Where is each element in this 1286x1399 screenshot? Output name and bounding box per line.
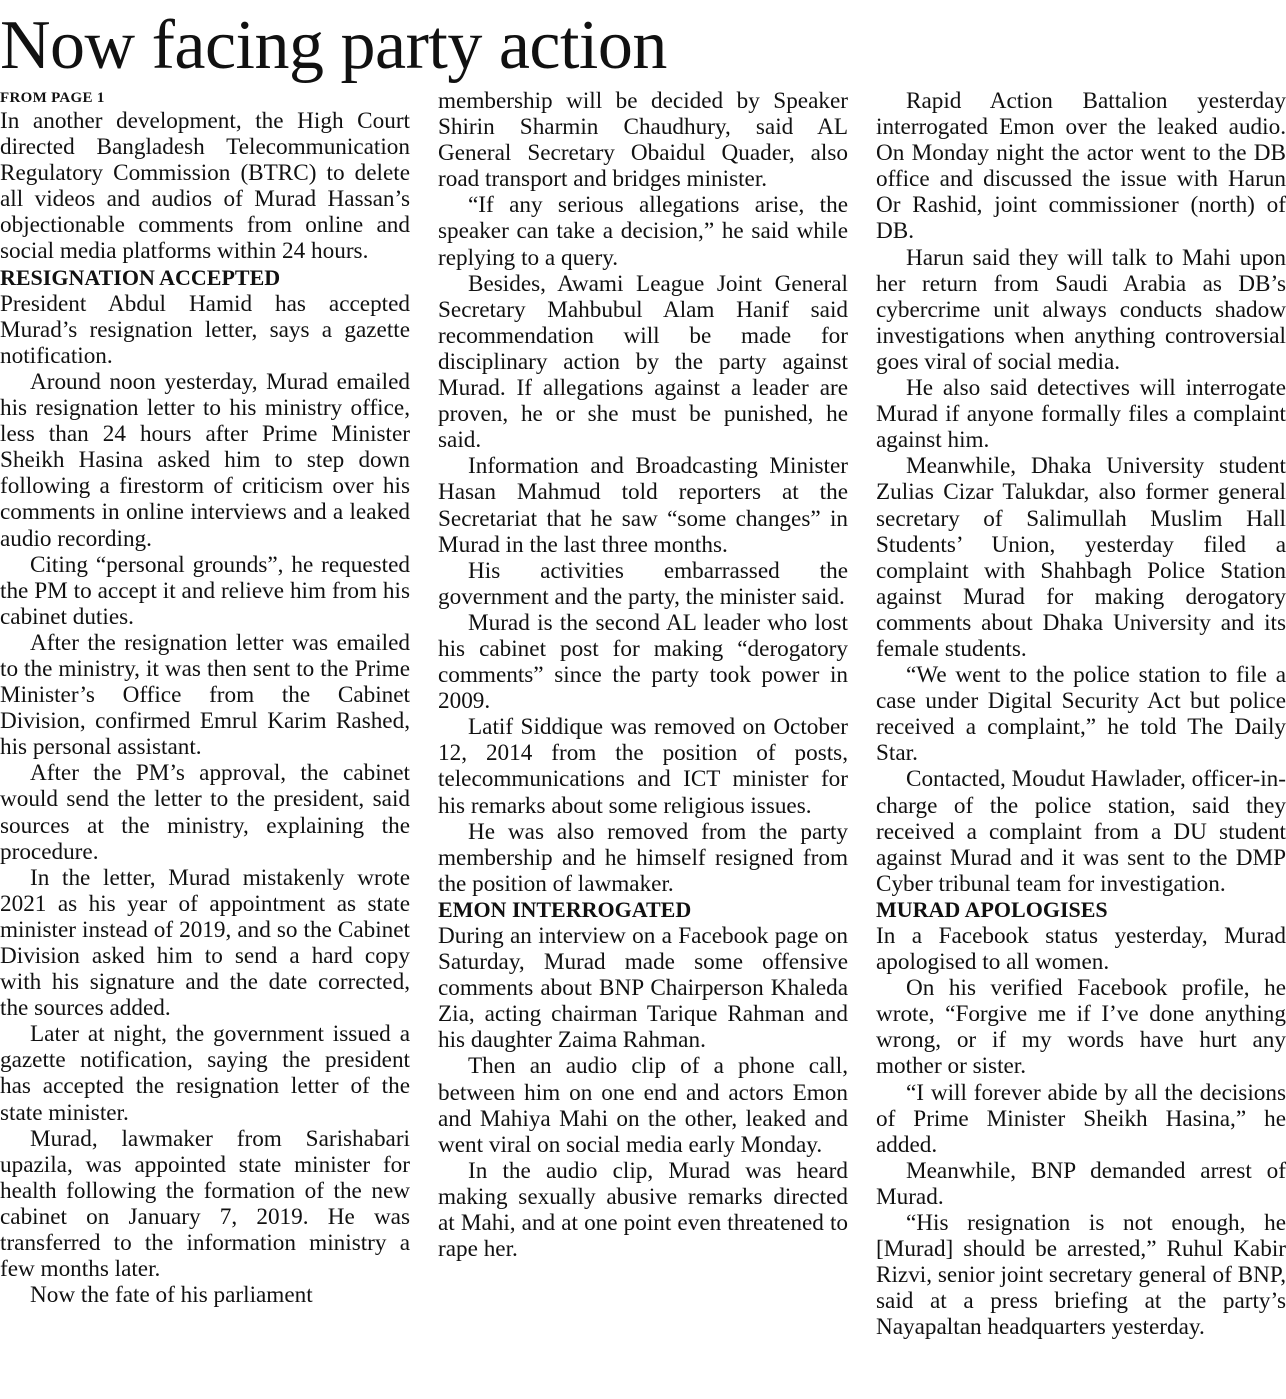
- article-column-3: [876, 88, 1286, 1341]
- paragraph: Later at night, the government issued a gazette notification, saying the president has accepted the resignation letter of the state minister.: [0, 1021, 410, 1126]
- paragraph: During an interview on a Facebook page on Saturday, Murad made some offensive comments about BNP Chairperson Khaleda Zia, acting chairman Tarique Rahman and his daughter Zaima Rahman.: [438, 923, 848, 1054]
- kicker-from-page: FROM PAGE 1: [0, 90, 105, 106]
- headline: Now facing party action: [0, 7, 667, 84]
- paragraph: Murad is the second AL leader who lost his cabinet post for making “derogatory comments” since the party took power in 2009.: [438, 609, 848, 715]
- paragraph: “I will forever abide by all the decisions of Prime Minister Sheikh Hasina,” he added.: [876, 1079, 1286, 1158]
- paragraph: After the PM’s approval, the cabinet would send the letter to the president, said sources at the ministry, explaining the procedure.: [0, 760, 410, 865]
- paragraph: “His resignation is not enough, he [Murad] should be arrested,” Ruhul Kabir Rizvi, senior joint secretary general of BNP, said at a press briefing at the party’s Nayapaltan headquarters yesterday.: [876, 1210, 1286, 1341]
- paragraph: Murad, lawmaker from Sarishabari upazila, was appointed state minister for health following the formation of the new cabinet on January 7, 2019. He was transferred to the information ministry a few months later.: [0, 1125, 410, 1283]
- subhead-resignation-accepted: RESIGNATION ACCEPTED: [0, 264, 281, 290]
- paragraph: Citing “personal grounds”, he requested the PM to accept it and relieve him from his cabinet duties.: [0, 551, 410, 630]
- paragraph: President Abdul Hamid has accepted Murad’s resignation letter, says a gazette notification.: [0, 290, 410, 369]
- paragraph: Latif Siddique was removed on October 12, 2014 from the position of posts, telecommunications and ICT minister for his remarks about some religious issues.: [438, 714, 848, 819]
- paragraph: Rapid Action Battalion yesterday interrogated Emon over the leaked audio. On Monday night the actor went to the DB office and discussed the issue with Harun Or Rashid, joint commissioner (north) of DB.: [876, 88, 1286, 245]
- paragraph: Contacted, Moudut Hawlader, officer-in-charge of the police station, said they received a complaint from a DU student against Murad and it was sent to the DMP Cyber tribunal team for investigation.: [876, 766, 1286, 897]
- subhead-emon-interrogated: EMON INTERROGATED: [438, 896, 692, 922]
- paragraph: Besides, Awami League Joint General Secretary Mahbubul Alam Hanif said recommendation will be made for disciplinary action by the party against Murad. If allegations against a leader are proven, he or she must be punished, he said.: [438, 270, 848, 454]
- paragraph: In another development, the High Court directed Bangladesh Telecommunication Regulatory Commission (BTRC) to delete all videos and audios of Murad Hassan’s objectionable comments from online and social media platforms within 24 hours.: [0, 108, 410, 265]
- paragraph: He was also removed from the party membership and he himself resigned from the position of lawmaker.: [438, 818, 848, 897]
- paragraph: On his verified Facebook profile, he wrote, “Forgive me if I’ve done anything wrong, or if my words have hurt any mother or sister.: [876, 975, 1286, 1080]
- paragraph: In the letter, Murad mistakenly wrote 2021 as his year of appointment as state minister instead of 2019, and so the Cabinet Division asked him to send a hard copy with his signature and the date corrected, the sources added.: [0, 864, 410, 1022]
- paragraph: membership will be decided by Speaker Shirin Sharmin Chaudhury, said AL General Secretary Obaidul Quader, also road transport and bridges minister.: [438, 88, 848, 193]
- paragraph: Around noon yesterday, Murad emailed his resignation letter to his ministry office, less than 24 hours after Prime Minister Sheikh Hasina asked him to step down following a firestorm of criticism over his comments in online interviews and a leaked audio recording.: [0, 368, 410, 552]
- paragraph: Information and Broadcasting Minister Hasan Mahmud told reporters at the Secretariat that he saw “some changes” in Murad in the last three months.: [438, 453, 848, 558]
- paragraph: After the resignation letter was emailed to the ministry, it was then sent to the Prime Minister’s Office from the Cabinet Division, confirmed Emrul Karim Rashed, his personal assistant.: [0, 629, 410, 761]
- paragraph: In the audio clip, Murad was heard making sexually abusive remarks directed at Mahi, and at one point even threatened to rape her.: [438, 1157, 848, 1263]
- paragraph: Now the fate of his parliament: [30, 1282, 313, 1309]
- article-column-2: [438, 88, 848, 1262]
- paragraph: “If any serious allegations arise, the speaker can take a decision,” he said while replying to a query.: [438, 192, 848, 271]
- subhead-murad-apologises: MURAD APOLOGISES: [876, 896, 1108, 922]
- paragraph: “We went to the police station to file a case under Digital Security Act but police received a complaint,” he told The Daily Star.: [876, 662, 1286, 767]
- paragraph: He also said detectives will interrogate Murad if anyone formally files a complaint against him.: [876, 375, 1286, 454]
- paragraph: His activities embarrassed the government and the party, the minister said.: [438, 557, 848, 610]
- paragraph: Then an audio clip of a phone call, between him on one end and actors Emon and Mahiya Mahi on the other, leaked and went viral on social media early Monday.: [438, 1053, 848, 1158]
- paragraph: Harun said they will talk to Mahi upon her return from Saudi Arabia as DB’s cybercrime unit always conducts shadow investigations when anything controversial goes viral of social media.: [876, 244, 1286, 375]
- paragraph: Meanwhile, BNP demanded arrest of Murad.: [876, 1157, 1286, 1210]
- paragraph: Meanwhile, Dhaka University student Zulias Cizar Talukdar, also former general secretary of Salimullah Muslim Hall Students’ Union, yesterday filed a complaint with Shahbagh Police Station against Murad for making derogatory comments about Dhaka University and its female students.: [876, 453, 1286, 662]
- paragraph: In a Facebook status yesterday, Murad apologised to all women.: [876, 923, 1286, 976]
- article-column-1: [0, 88, 410, 1308]
